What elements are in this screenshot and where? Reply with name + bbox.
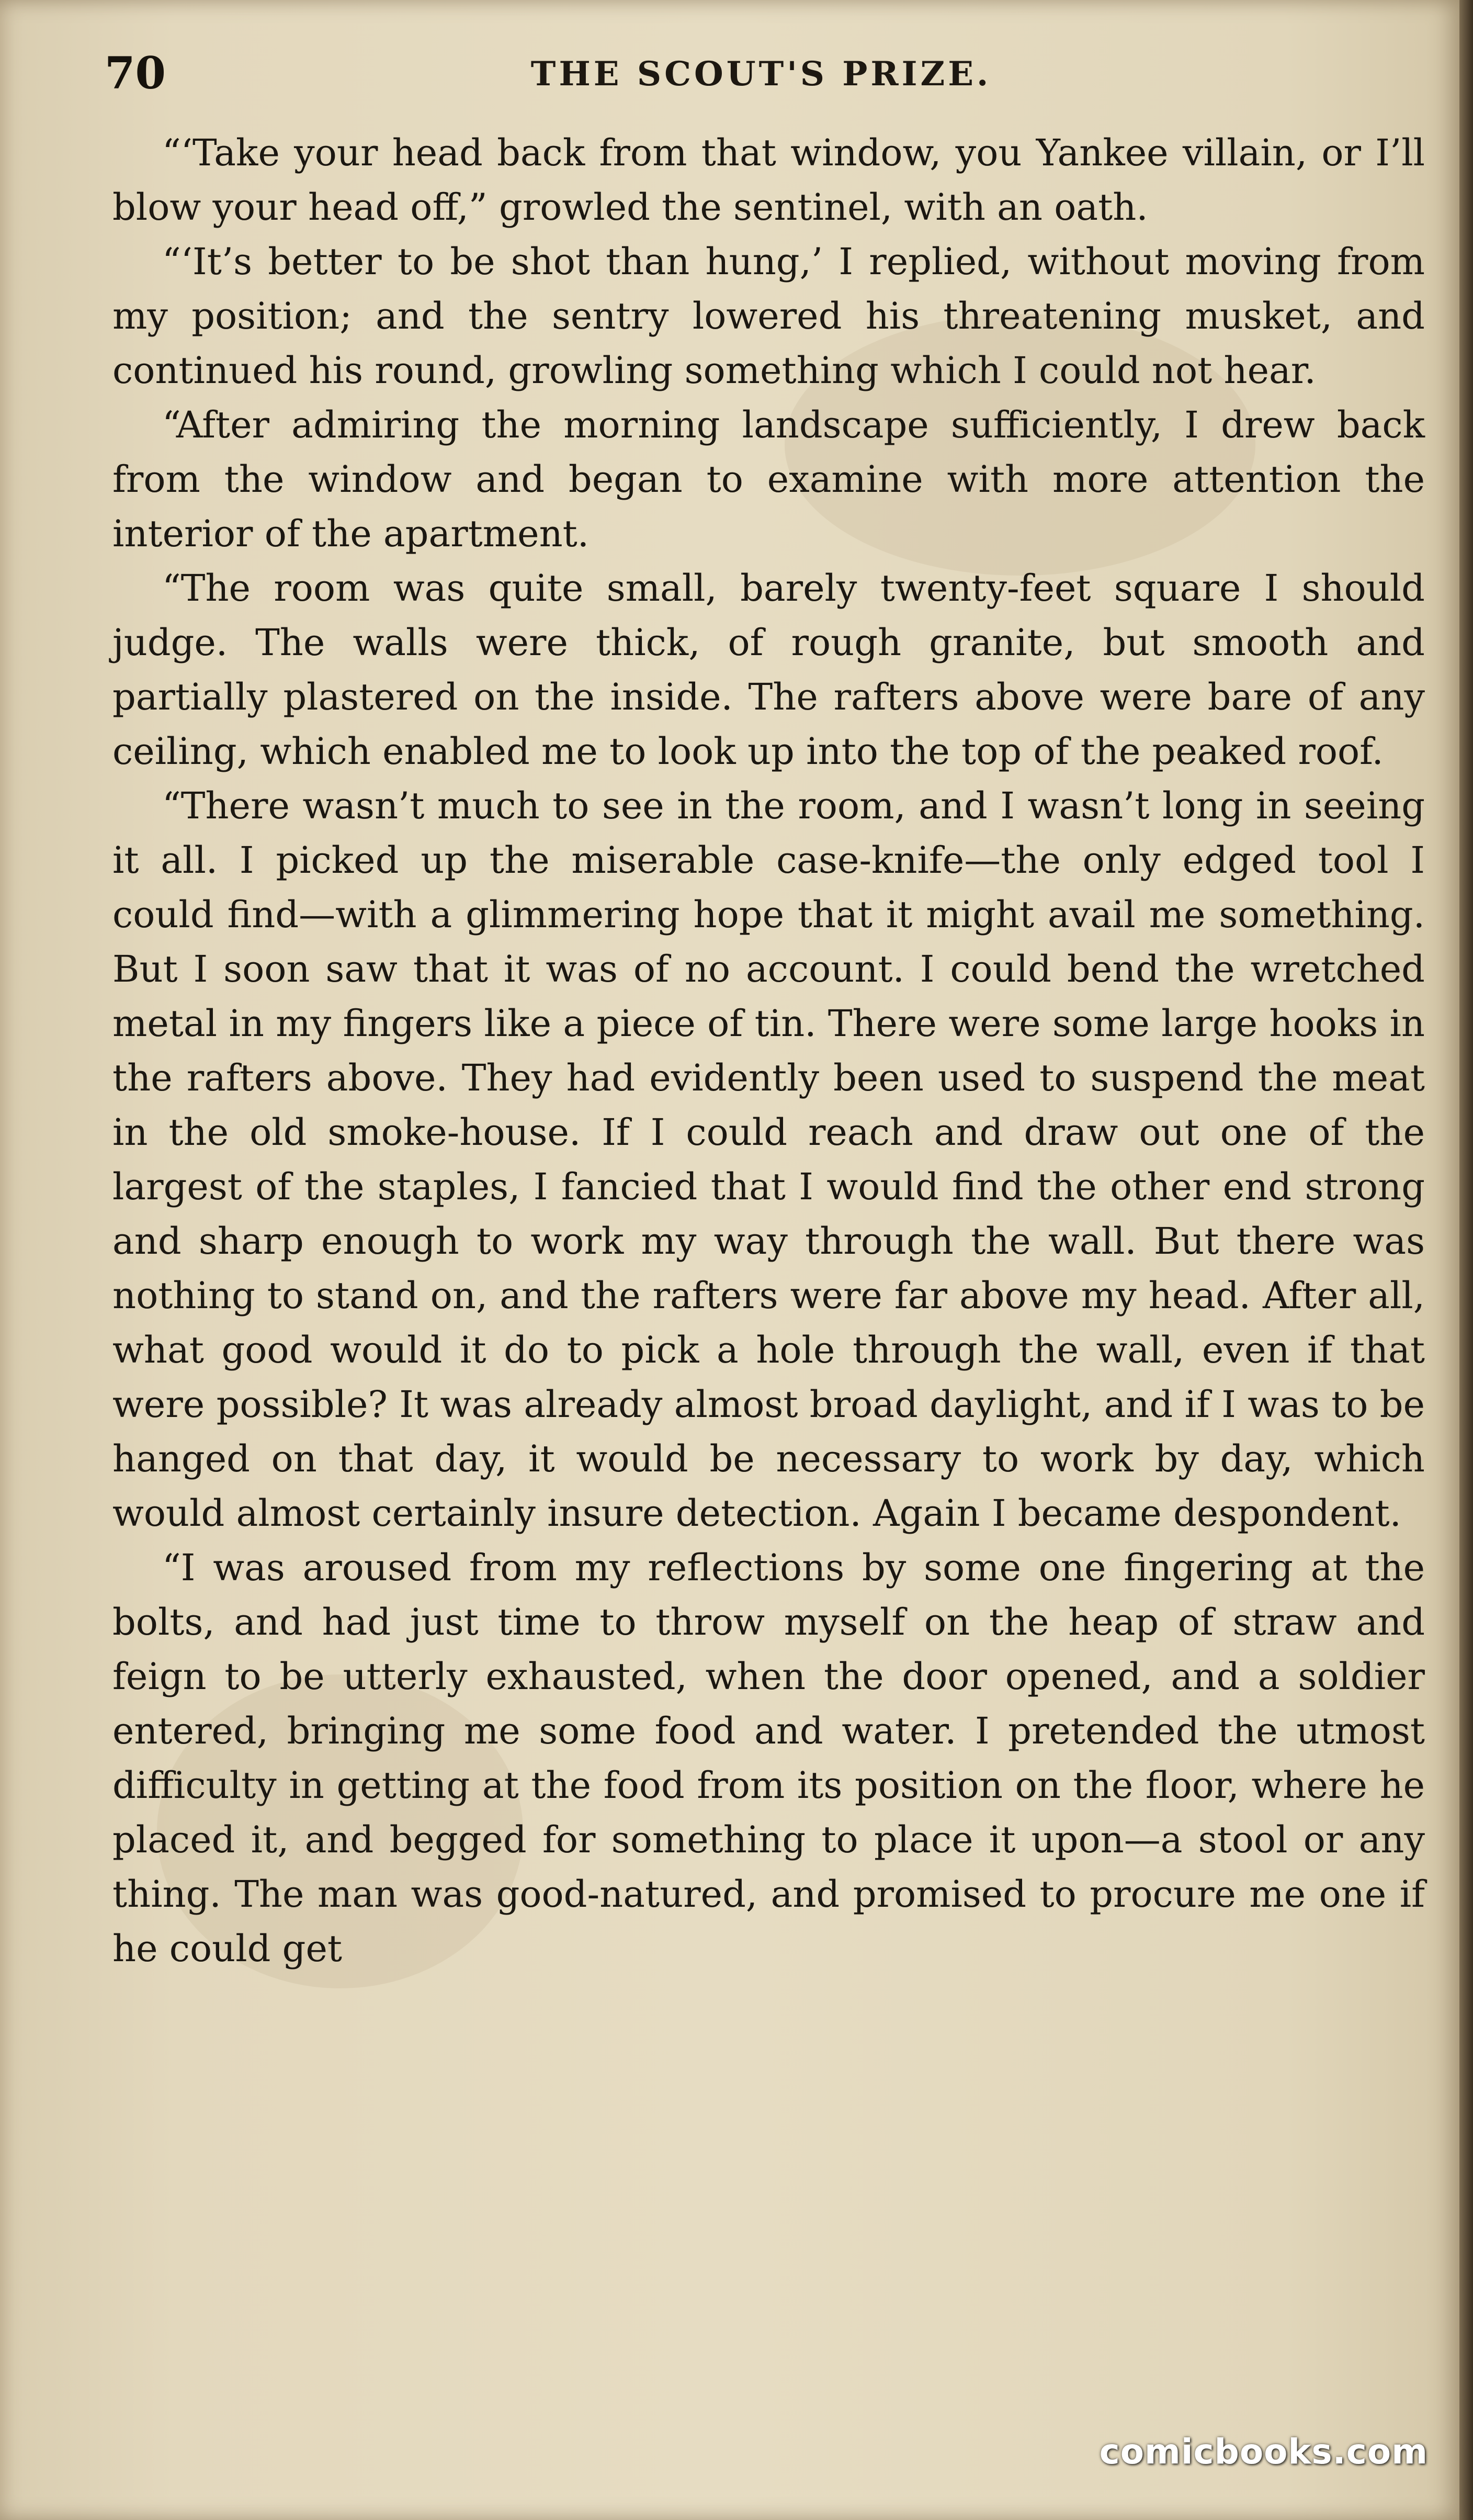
paragraph: “I was aroused from my reflections by some one fingering at the bolts, and had just time to throw myself on the heap of straw and feign to be utterly exhausted, when the door opened, and a soldier entered, bringing me some food and water. I pretended the utmost difficulty in getting at the food from its position on the floor, where he placed it, and begged for something to place it upon—a stool or any thing. The man was good-natured, and promised to procure me one if he could get	[112, 1546, 1425, 1970]
watermark: comicbooks.com	[1099, 2432, 1428, 2472]
book-spine-edge	[1459, 0, 1473, 2520]
page-number: 70	[105, 47, 166, 99]
paragraph: “‘It’s better to be shot than hung,’ I replied, without moving from my position; and the sentry lowered his threatening musket, and continued his round, growling something which I could not hear.	[112, 240, 1425, 392]
paragraph: “The room was quite small, barely twenty-feet square I should judge. The walls were thick, of rough granite, but smooth and partially plastered on the inside. The rafters above were bare of any ceiling, which enabled me to look up into the top of the peaked roof.	[112, 567, 1425, 773]
running-head: THE SCOUT'S PRIZE.	[530, 54, 992, 94]
paragraph: “‘Take your head back from that window, you Yankee villain, or I’ll blow your head off,” growled the sentinel, with an oath.	[112, 131, 1425, 229]
page-header	[105, 37, 1418, 115]
paragraph: “After admiring the morning landscape sufficiently, I drew back from the window and began to examine with more attention the interior of the apartment.	[112, 403, 1425, 555]
paragraph: “There wasn’t much to see in the room, and I wasn’t long in seeing it all. I picked up the miserable case-knife—the only edged tool I could find—with a glimmering hope that it might avail me something. But I soon saw that it was of no account. I could bend the wretched metal in my fingers like a piece of tin. There were some large hooks in the rafters above. They had evidently been used to suspend the meat in the old smoke-house. If I could reach and draw out one of the largest of the staples, I fancied that I would find the other end strong and sharp enough to work my way through the wall. But there was nothing to stand on, and the rafters were far above my head. After all, what good would it do to pick a hole through the wall, even if that were possible? It was already almost broad daylight, and if I was to be hanged on that day, it would be necessary to work by day, which would almost certainly insure detection. Again I became despondent.	[112, 784, 1425, 1535]
body-text	[112, 126, 1425, 1976]
